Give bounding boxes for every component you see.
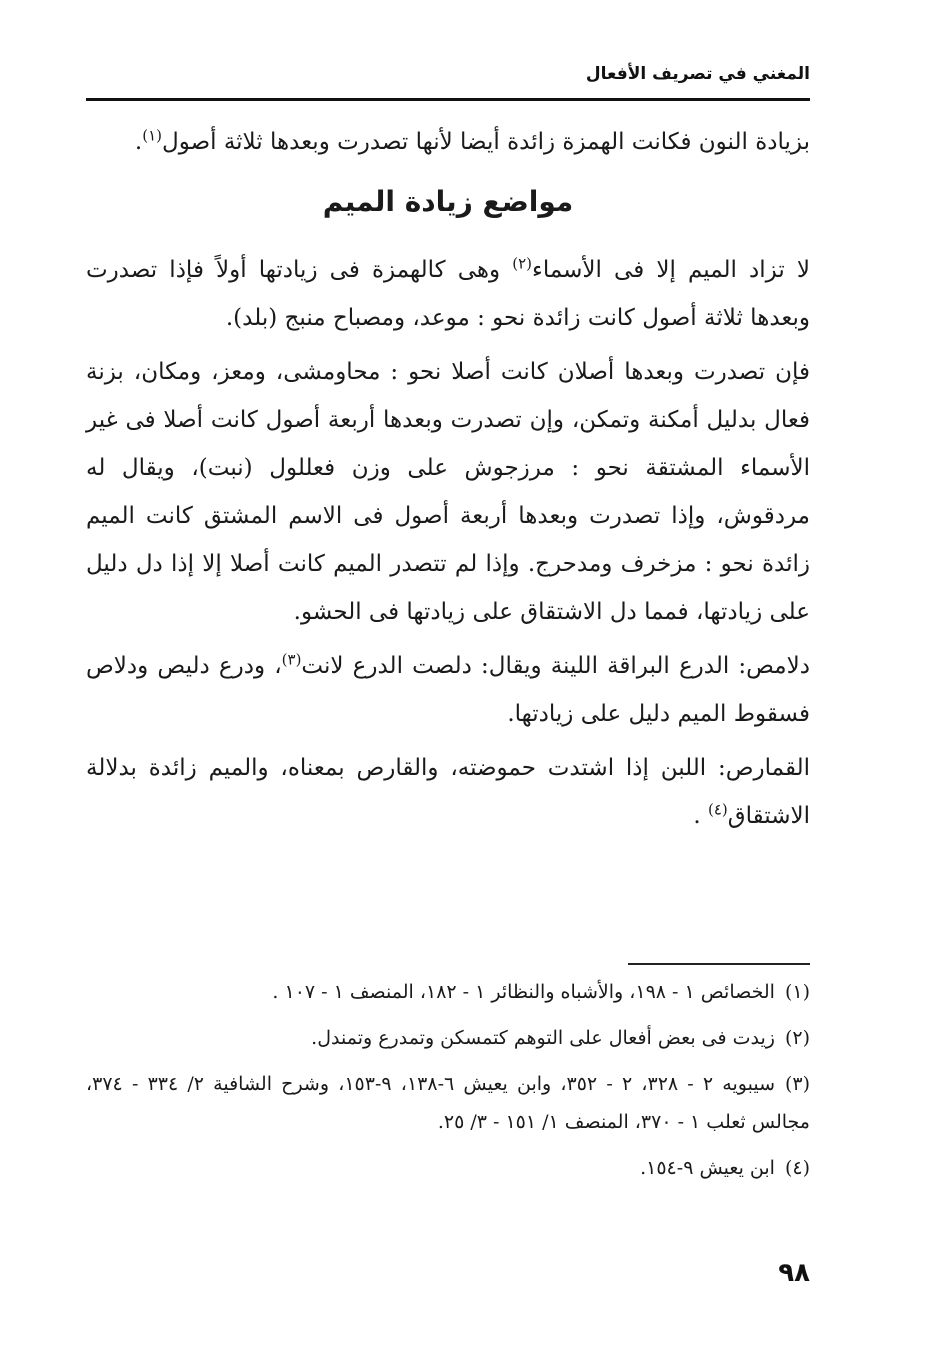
paragraph-3: فإن تصدرت وبعدها أصلان كانت أصلا نحو : محاومشى، ومعز، ومكان، بزنة فعال بدليل أمكنة وتمكن، وإن تصدرت وبعدها أربعة أصول كانت أصلا فى غير الأسماء المشتقة نحو : مرزجوش على وزن فعللول (نبت)، ويقال له مردقوش، وإذا تصدرت وبعدها أربعة أصول فى الاسم المشتق كانت الميم زائدة نحو : مزخرف ومدحرج. وإذا لم تتصدر الميم كانت أصلا إلا إذا دل دليل على زيادتها، فمما دل الاشتقاق على زيادتها فى الحشو.	[86, 359, 810, 625]
footnote-text: سيبويه ٢ - ٣٢٨، ٢ - ٣٥٢، وابن يعيش ٦-١٣٨، ٩-١٥٣، وشرح الشافية ٢/ ٣٣٤ - ٣٧٤، مجالس ثعلب ١ - ٣٧٠، المنصف ١/ ١٥١ - ٣/ ٢٥.	[86, 1073, 810, 1133]
running-header: المغني في تصريف الأفعال	[585, 64, 810, 84]
paragraph-2	[86, 246, 810, 342]
paragraph-1-end: .	[134, 129, 143, 155]
body-text	[86, 118, 810, 840]
paragraph-2-text-a: لا تزاد الميم إلا فى الأسماء	[532, 257, 810, 283]
footnote-ref-1[interactable]: (١)	[142, 126, 162, 145]
footnote-text: الخصائص ١ - ١٩٨، والأشباه والنظائر ١ - ١٨٢، المنصف ١ - ١٠٧ .	[272, 981, 775, 1003]
page-number: ٩٨	[778, 1258, 810, 1288]
paragraph-2-text-b: وهى كالهمزة فى زيادتها أولاً فإذا تصدرت وبعدها ثلاثة أصول كانت زائدة نحو : موعد، ومصباح منبج (بلد).	[86, 257, 810, 331]
paragraph-5-end: .	[693, 803, 708, 829]
paragraph-1-text: بزيادة النون فكانت الهمزة زائدة أيضا لأنها تصدرت وبعدها ثلاثة أصول	[162, 129, 810, 155]
footnote-3	[86, 1065, 810, 1141]
footnote-1	[86, 973, 810, 1011]
footnote-ref-3[interactable]: (٣)	[281, 650, 302, 669]
paragraph-4-text-b: ، ودرع دليص ودلاص فسقوط الميم دليل على زيادتها.	[86, 653, 810, 727]
footnotes	[86, 973, 810, 1195]
paragraph-4	[86, 642, 810, 738]
footnote-2	[86, 1019, 810, 1057]
paragraph-5	[86, 744, 810, 840]
footnote-number: (٤)	[784, 1157, 810, 1179]
footnote-number: (٢)	[784, 1027, 810, 1049]
header-rule	[86, 98, 810, 101]
footnote-ref-2[interactable]: (٢)	[512, 254, 533, 273]
paragraph-1	[86, 118, 810, 166]
section-heading: مواضع زيادة الميم	[322, 185, 574, 218]
footnote-rule	[628, 963, 810, 965]
footnote-text: زيدت فى بعض أفعال على التوهم كتمسكن وتمدرع وتمندل.	[311, 1027, 775, 1049]
footnote-ref-4[interactable]: (٤)	[708, 800, 728, 819]
footnote-number: (١)	[784, 981, 810, 1003]
paragraph-4-text-a: دلامص: الدرع البراقة اللينة ويقال: دلصت الدرع لانت	[301, 653, 810, 679]
footnote-number: (٣)	[785, 1073, 811, 1095]
paragraph-5-text: القمارص: اللبن إذا اشتدت حموضته، والقارص بمعناه، والميم زائدة بدلالة الاشتقاق	[86, 755, 810, 829]
footnote-text: ابن يعيش ٩-١٥٤.	[640, 1157, 775, 1179]
footnote-4	[86, 1149, 810, 1187]
